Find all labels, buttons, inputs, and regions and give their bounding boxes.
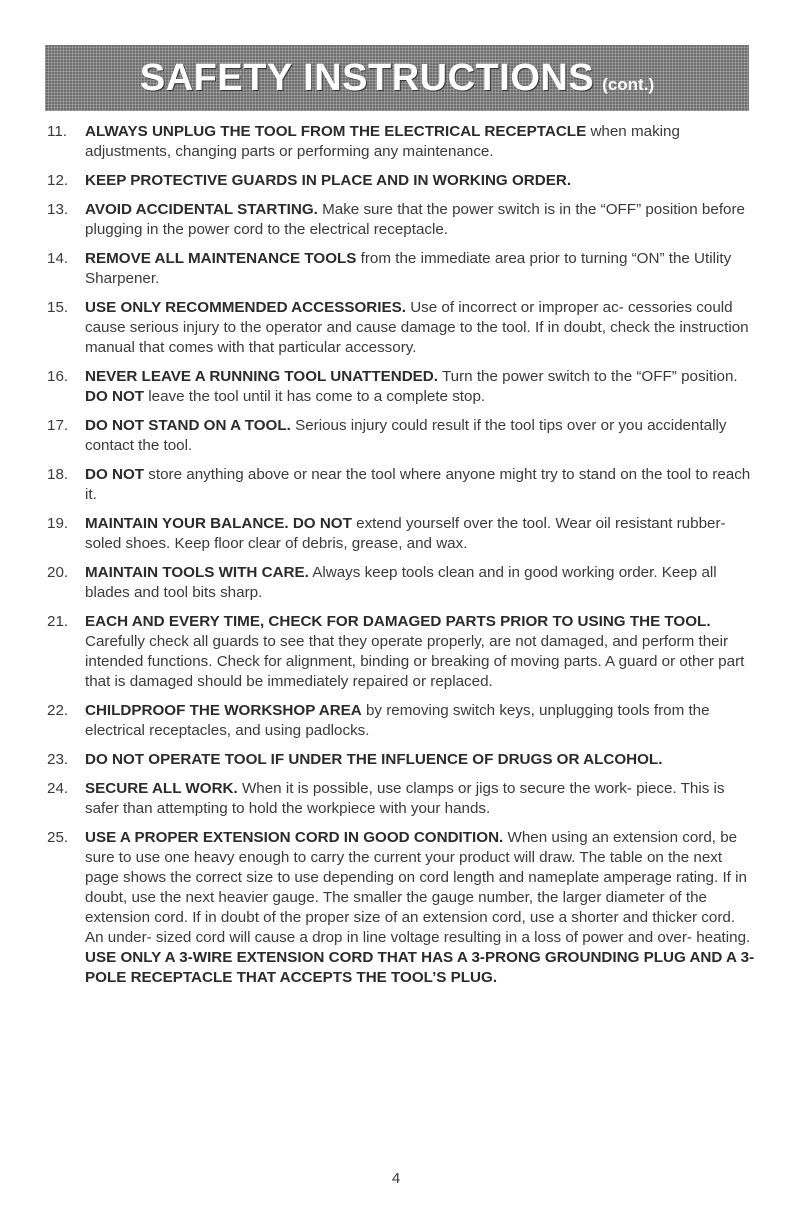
list-item [47, 465, 755, 505]
instruction-list [47, 122, 755, 997]
item-heading: KEEP PROTECTIVE GUARDS IN PLACE AND IN WORKING ORDER. [85, 172, 572, 189]
item-number: 19. [47, 515, 69, 532]
item-body: When using an extension cord, be sure to use one heavy enough to carry the current your product will draw. The table on the next page shows the correct size to use depending on cord length and nameplate amperage rating. If in doubt, use the next heavier gauge. The smaller the gauge number, the larger diameter of the extension cord. If in doubt of the proper size of an extension cord, use a shorter and thicker cord. An under- sized cord will cause a drop in line voltage resulting in a loss of power and over- heating. [85, 829, 751, 946]
list-item [47, 171, 755, 191]
item-number: 21. [47, 613, 69, 630]
item-body: Carefully check all guards to see that they operate properly, are not damaged, and perform their intended functions. Check for alignment, binding or breaking of moving parts. A guard or other part that is damaged should be immediately repaired or replaced. [85, 633, 745, 690]
item-body: Make sure that the power switch is in the “OFF” position before plugging in the power cord to the electrical receptacle. [85, 201, 745, 238]
item-text [85, 249, 755, 289]
item-number: 20. [47, 564, 69, 581]
item-heading: DO NOT STAND ON A TOOL. [85, 417, 291, 434]
item-heading: ALWAYS UNPLUG THE TOOL FROM THE ELECTRICAL RECEPTACLE [85, 123, 587, 140]
item-number: 12. [47, 172, 69, 189]
item-body: from the immediate area prior to turning “ON” the Utility Sharpener. [85, 250, 732, 287]
item-heading: USE A PROPER EXTENSION CORD IN GOOD CONDITION. [85, 829, 504, 846]
item-heading: MAINTAIN TOOLS WITH CARE. [85, 564, 309, 581]
item-text [85, 367, 755, 407]
item-heading: NEVER LEAVE A RUNNING TOOL UNATTENDED. [85, 368, 438, 385]
item-body: Turn the power switch to the “OFF” position. [438, 368, 738, 385]
item-text [85, 465, 755, 505]
item-number: 16. [47, 368, 69, 385]
item-text [85, 612, 755, 692]
item-text [85, 750, 755, 770]
list-item [47, 367, 755, 407]
item-body: When it is possible, use clamps or jigs to secure the work- piece. This is safer than attempting to hold the workpiece with your hands. [85, 780, 725, 817]
item-heading: USE ONLY RECOMMENDED ACCESSORIES. [85, 299, 406, 316]
item-number: 14. [47, 250, 69, 267]
item-body: store anything above or near the tool where anyone might try to stand on the tool to reach it. [85, 466, 751, 503]
item-number: 13. [47, 201, 69, 218]
page-title: SAFETY INSTRUCTIONS [139, 56, 595, 99]
item-heading: AVOID ACCIDENTAL STARTING. [85, 201, 318, 218]
section-banner [45, 45, 749, 111]
item-number: 18. [47, 466, 69, 483]
item-number: 24. [47, 780, 69, 797]
list-item [47, 200, 755, 240]
item-text [85, 171, 755, 191]
item-body: Use of incorrect or improper ac- cessories could cause serious injury to the operator and cause damage to the tool. If in doubt, check the instruction manual that comes with that particular accessory. [85, 299, 749, 356]
item-text [85, 563, 755, 603]
item-text [85, 828, 755, 988]
page-subtitle: (cont.) [602, 75, 655, 94]
item-text [85, 122, 755, 162]
item-number: 17. [47, 417, 69, 434]
list-item [47, 298, 755, 358]
item-text [85, 701, 755, 741]
item-body: when making adjustments, changing parts or performing any maintenance. [85, 123, 680, 160]
item-text [85, 416, 755, 456]
item-text [85, 514, 755, 554]
list-item [47, 514, 755, 554]
list-item [47, 701, 755, 741]
item-body: by removing switch keys, unplugging tools from the electrical receptacles, and using padlocks. [85, 702, 710, 739]
item-heading: REMOVE ALL MAINTENANCE TOOLS [85, 250, 357, 267]
item-body: Serious injury could result if the tool tips over or you accidentally contact the tool. [85, 417, 727, 454]
list-item [47, 563, 755, 603]
list-item [47, 122, 755, 162]
list-item [47, 416, 755, 456]
item-number: 25. [47, 829, 69, 846]
list-item [47, 828, 755, 988]
item-text [85, 298, 755, 358]
item-body: extend yourself over the tool. Wear oil resistant rubber-soled shoes. Keep floor clear of debris, grease, and wax. [85, 515, 726, 552]
item-number: 22. [47, 702, 69, 719]
list-item [47, 779, 755, 819]
item-emphasis: USE ONLY A 3-WIRE EXTENSION CORD THAT HAS A 3-PRONG GROUNDING PLUG AND A 3-POLE RECEPTACLE THAT ACCEPTS THE TOOL’S PLUG. [85, 949, 755, 986]
page-number: 4 [391, 1170, 401, 1187]
item-text [85, 779, 755, 819]
item-number: 15. [47, 299, 69, 316]
item-text [85, 200, 755, 240]
item-heading: MAINTAIN YOUR BALANCE. DO NOT [85, 515, 352, 532]
item-body: Always keep tools clean and in good working order. Keep all blades and tool bits sharp. [85, 564, 717, 601]
item-heading: EACH AND EVERY TIME, CHECK FOR DAMAGED PARTS PRIOR TO USING THE TOOL. [85, 613, 711, 630]
list-item [47, 750, 755, 770]
item-heading: SECURE ALL WORK. [85, 780, 238, 797]
list-item [47, 612, 755, 692]
item-emphasis: DO NOT [85, 388, 145, 405]
item-heading: DO NOT OPERATE TOOL IF UNDER THE INFLUENCE OF DRUGS OR ALCOHOL. [85, 751, 663, 768]
list-item [47, 249, 755, 289]
item-heading: CHILDPROOF THE WORKSHOP AREA [85, 702, 362, 719]
item-heading: DO NOT [85, 466, 145, 483]
item-number: 11. [47, 123, 67, 140]
item-number: 23. [47, 751, 69, 768]
item-body-continued: leave the tool until it has come to a complete stop. [144, 388, 486, 405]
